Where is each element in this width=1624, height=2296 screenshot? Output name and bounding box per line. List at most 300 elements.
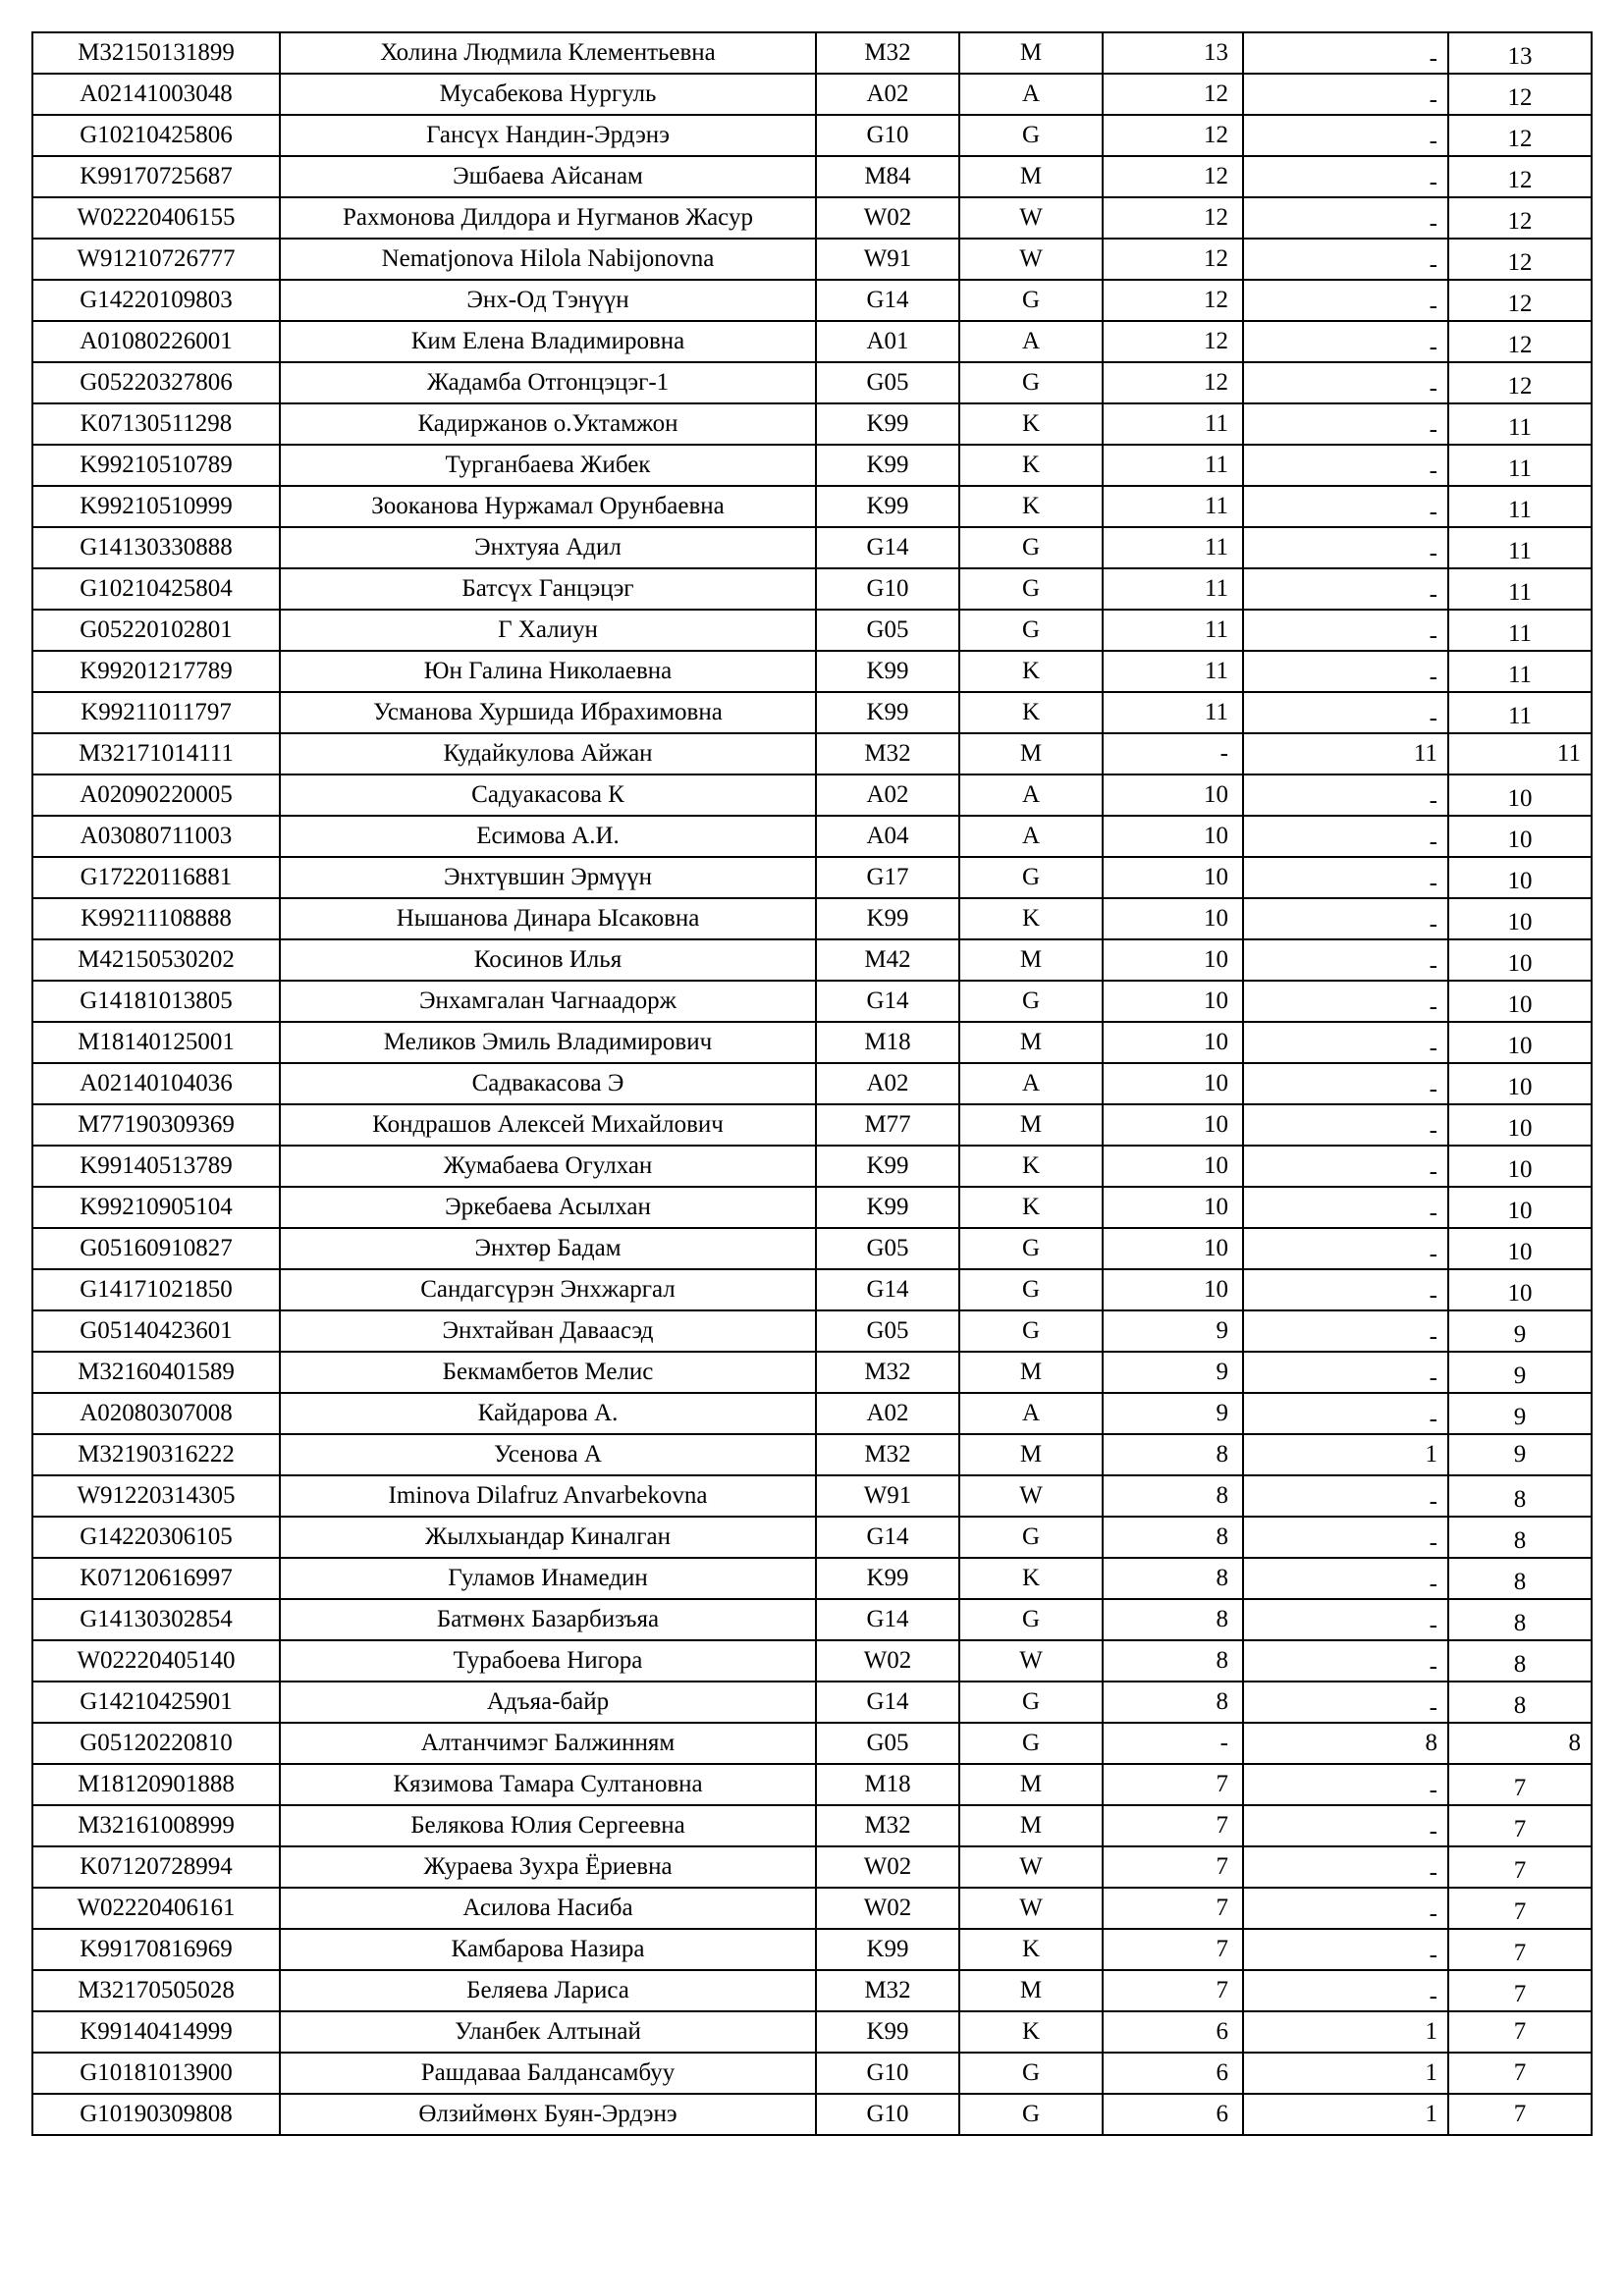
participant-name-cell: Юн Галина Николаевна [280,651,816,692]
team-code-cell: M18 [816,1764,959,1805]
total-score-cell: 11 [1448,651,1592,692]
score-round-2-cell: - [1243,1805,1448,1846]
score-round-1-cell: 10 [1103,1269,1243,1310]
score-round-1-cell: 13 [1103,32,1243,74]
team-code-cell: K99 [816,692,959,733]
score-round-2-cell: 11 [1243,733,1448,774]
participant-id-cell: W91220314305 [32,1475,280,1517]
participant-name-cell: Кайдарова А. [280,1393,816,1434]
group-letter-cell: M [959,1970,1103,2011]
score-round-1-cell: 10 [1103,1187,1243,1228]
participant-name-cell: Өлзиймөнх Буян-Эрдэнэ [280,2094,816,2135]
team-code-cell: G14 [816,1599,959,1640]
team-code-cell: M18 [816,1022,959,1063]
team-code-cell: W02 [816,197,959,239]
participant-name-cell: Меликов Эмиль Владимирович [280,1022,816,1063]
participant-id-cell: A03080711003 [32,816,280,857]
group-letter-cell: M [959,1104,1103,1146]
group-letter-cell: M [959,1022,1103,1063]
table-row [32,2094,1592,2135]
total-score-cell: 8 [1448,1682,1592,1723]
team-code-cell: W02 [816,1640,959,1682]
team-code-cell: M32 [816,1434,959,1475]
total-score-cell: 10 [1448,774,1592,816]
participant-id-cell: K99201217789 [32,651,280,692]
total-score-cell: 7 [1448,1888,1592,1929]
score-round-1-cell: 6 [1103,2011,1243,2053]
total-score-cell: 9 [1448,1352,1592,1393]
total-score-cell: 12 [1448,239,1592,280]
participant-name-cell: Сандагсүрэн Энхжаргал [280,1269,816,1310]
table-row [32,568,1592,610]
group-letter-cell: G [959,1723,1103,1764]
total-score-cell: 11 [1448,568,1592,610]
team-code-cell: M77 [816,1104,959,1146]
participant-id-cell: G14220306105 [32,1517,280,1558]
score-round-1-cell: 10 [1103,981,1243,1022]
score-round-2-cell: - [1243,1558,1448,1599]
score-round-1-cell: 7 [1103,1805,1243,1846]
participant-id-cell: A02140104036 [32,1063,280,1104]
team-code-cell: K99 [816,1146,959,1187]
score-round-1-cell: 12 [1103,197,1243,239]
group-letter-cell: G [959,981,1103,1022]
total-score-cell: 10 [1448,1022,1592,1063]
score-round-1-cell: 11 [1103,610,1243,651]
score-round-1-cell: 11 [1103,527,1243,568]
score-round-1-cell: 10 [1103,857,1243,898]
participant-id-cell: G14130330888 [32,527,280,568]
score-round-1-cell: 10 [1103,1063,1243,1104]
total-score-cell: 11 [1448,692,1592,733]
participant-name-cell: Турабоева Нигора [280,1640,816,1682]
score-round-2-cell: - [1243,651,1448,692]
score-round-1-cell: 8 [1103,1558,1243,1599]
team-code-cell: K99 [816,445,959,486]
team-code-cell: G14 [816,1269,959,1310]
participant-id-cell: A01080226001 [32,321,280,362]
score-round-2-cell: - [1243,1022,1448,1063]
participant-name-cell: Жылхыандар Киналган [280,1517,816,1558]
participant-name-cell: Жумабаева Огулхан [280,1146,816,1187]
group-letter-cell: K [959,1187,1103,1228]
total-score-cell: 11 [1448,445,1592,486]
score-round-2-cell: - [1243,1640,1448,1682]
group-letter-cell: K [959,486,1103,527]
total-score-cell: 7 [1448,1764,1592,1805]
score-round-2-cell: - [1243,939,1448,981]
score-round-2-cell: - [1243,568,1448,610]
table-row [32,321,1592,362]
participant-id-cell: G14171021850 [32,1269,280,1310]
team-code-cell: M42 [816,939,959,981]
participant-name-cell: Есимова А.И. [280,816,816,857]
participant-id-cell: G14220109803 [32,280,280,321]
group-letter-cell: M [959,1434,1103,1475]
score-round-1-cell: 10 [1103,939,1243,981]
score-round-2-cell: 1 [1243,2053,1448,2094]
participant-id-cell: K99170725687 [32,156,280,197]
participant-id-cell: M32150131899 [32,32,280,74]
total-score-cell: 12 [1448,156,1592,197]
table-row [32,362,1592,403]
score-round-1-cell: 11 [1103,445,1243,486]
participant-id-cell: G05120220810 [32,1723,280,1764]
group-letter-cell: K [959,898,1103,939]
table-row [32,1269,1592,1310]
participant-name-cell: Эшбаева Айсанам [280,156,816,197]
participant-id-cell: G10210425804 [32,568,280,610]
score-round-1-cell: 8 [1103,1434,1243,1475]
team-code-cell: G05 [816,362,959,403]
table-row [32,1104,1592,1146]
participant-id-cell: M32190316222 [32,1434,280,1475]
score-round-1-cell: 7 [1103,1846,1243,1888]
total-score-cell: 10 [1448,939,1592,981]
table-row [32,692,1592,733]
participant-id-cell: M18120901888 [32,1764,280,1805]
participant-name-cell: Батсүх Ганцэцэг [280,568,816,610]
participant-name-cell: Бекмамбетов Мелис [280,1352,816,1393]
participant-name-cell: Ким Елена Владимировна [280,321,816,362]
table-row [32,1352,1592,1393]
table-row [32,32,1592,74]
table-row [32,2053,1592,2094]
team-code-cell: A02 [816,774,959,816]
table-row [32,1393,1592,1434]
table-row [32,1970,1592,2011]
table-row [32,1640,1592,1682]
table-row [32,816,1592,857]
group-letter-cell: W [959,1640,1103,1682]
team-code-cell: A02 [816,1063,959,1104]
participant-name-cell: Iminova Dilafruz Anvarbekovna [280,1475,816,1517]
group-letter-cell: G [959,527,1103,568]
score-round-1-cell: 8 [1103,1682,1243,1723]
participant-name-cell: Кязимова Тамара Султановна [280,1764,816,1805]
table-row [32,1599,1592,1640]
group-letter-cell: G [959,1310,1103,1352]
participant-name-cell: Садуакасова К [280,774,816,816]
score-round-2-cell: - [1243,816,1448,857]
participant-name-cell: Г Халиун [280,610,816,651]
score-round-2-cell: 1 [1243,1434,1448,1475]
participant-name-cell: Нышанова Динара Ысаковна [280,898,816,939]
score-round-1-cell: 7 [1103,1929,1243,1970]
participant-id-cell: W91210726777 [32,239,280,280]
participant-id-cell: W02220406161 [32,1888,280,1929]
group-letter-cell: K [959,1558,1103,1599]
score-round-1-cell: 10 [1103,816,1243,857]
participant-id-cell: G05220102801 [32,610,280,651]
total-score-cell: 10 [1448,1063,1592,1104]
participant-id-cell: G14210425901 [32,1682,280,1723]
score-round-2-cell: - [1243,321,1448,362]
participant-name-cell: Адъяа-байр [280,1682,816,1723]
score-round-2-cell: - [1243,1063,1448,1104]
participant-id-cell: M32170505028 [32,1970,280,2011]
table-row [32,1558,1592,1599]
participant-id-cell: K99210905104 [32,1187,280,1228]
score-round-2-cell: - [1243,445,1448,486]
participant-id-cell: M77190309369 [32,1104,280,1146]
group-letter-cell: A [959,1063,1103,1104]
team-code-cell: G14 [816,1682,959,1723]
participant-name-cell: Кадиржанов о.Уктамжон [280,403,816,445]
team-code-cell: G14 [816,527,959,568]
participant-id-cell: K99210510999 [32,486,280,527]
score-round-1-cell: 11 [1103,651,1243,692]
score-round-1-cell: 11 [1103,568,1243,610]
team-code-cell: A01 [816,321,959,362]
total-score-cell: 7 [1448,2011,1592,2053]
team-code-cell: W02 [816,1888,959,1929]
team-code-cell: K99 [816,1929,959,1970]
table-row [32,1682,1592,1723]
table-row [32,1764,1592,1805]
score-round-1-cell: 12 [1103,74,1243,115]
group-letter-cell: M [959,156,1103,197]
group-letter-cell: W [959,1846,1103,1888]
participant-id-cell: G14130302854 [32,1599,280,1640]
participant-id-cell: A02090220005 [32,774,280,816]
total-score-cell: 10 [1448,1187,1592,1228]
participant-name-cell: Nematjonova Hilola Nabijonovna [280,239,816,280]
score-round-2-cell: - [1243,898,1448,939]
table-row [32,239,1592,280]
score-round-2-cell: - [1243,1970,1448,2011]
score-round-1-cell: 8 [1103,1640,1243,1682]
score-round-1-cell: 7 [1103,1970,1243,2011]
team-code-cell: G14 [816,1517,959,1558]
participant-name-cell: Эркебаева Асылхан [280,1187,816,1228]
team-code-cell: W02 [816,1846,959,1888]
score-round-1-cell: 10 [1103,774,1243,816]
total-score-cell: 12 [1448,197,1592,239]
score-round-2-cell: - [1243,32,1448,74]
score-round-2-cell: - [1243,1846,1448,1888]
total-score-cell: 10 [1448,1104,1592,1146]
participant-id-cell: K99210510789 [32,445,280,486]
table-row [32,156,1592,197]
table-row [32,981,1592,1022]
team-code-cell: M32 [816,32,959,74]
team-code-cell: G10 [816,2094,959,2135]
table-row [32,1723,1592,1764]
group-letter-cell: G [959,2094,1103,2135]
score-round-2-cell: - [1243,1228,1448,1269]
participant-id-cell: M32171014111 [32,733,280,774]
total-score-cell: 11 [1448,733,1592,774]
total-score-cell: 8 [1448,1723,1592,1764]
score-round-1-cell: 12 [1103,115,1243,156]
results-table [31,31,1593,2136]
table-row [32,280,1592,321]
group-letter-cell: K [959,1146,1103,1187]
team-code-cell: G10 [816,115,959,156]
group-letter-cell: K [959,1929,1103,1970]
group-letter-cell: G [959,1517,1103,1558]
total-score-cell: 7 [1448,2094,1592,2135]
team-code-cell: M32 [816,1352,959,1393]
score-round-1-cell: 11 [1103,486,1243,527]
total-score-cell: 11 [1448,403,1592,445]
team-code-cell: M32 [816,733,959,774]
participant-id-cell: W02220405140 [32,1640,280,1682]
participant-name-cell: Алтанчимэг Балжинням [280,1723,816,1764]
score-round-2-cell: - [1243,197,1448,239]
team-code-cell: G05 [816,1310,959,1352]
total-score-cell: 12 [1448,74,1592,115]
team-code-cell: G10 [816,2053,959,2094]
participant-name-cell: Гансүх Нандин-Эрдэнэ [280,115,816,156]
participant-id-cell: G10190309808 [32,2094,280,2135]
participant-id-cell: A02080307008 [32,1393,280,1434]
score-round-2-cell: - [1243,1599,1448,1640]
participant-name-cell: Усенова А [280,1434,816,1475]
team-code-cell: G14 [816,981,959,1022]
total-score-cell: 10 [1448,1269,1592,1310]
score-round-1-cell: 12 [1103,239,1243,280]
team-code-cell: G10 [816,568,959,610]
group-letter-cell: W [959,239,1103,280]
team-code-cell: M32 [816,1805,959,1846]
total-score-cell: 7 [1448,1929,1592,1970]
team-code-cell: A02 [816,1393,959,1434]
team-code-cell: M84 [816,156,959,197]
participant-name-cell: Энх-Од Тэнүүн [280,280,816,321]
score-round-1-cell: 9 [1103,1310,1243,1352]
team-code-cell: G14 [816,280,959,321]
total-score-cell: 12 [1448,321,1592,362]
group-letter-cell: G [959,1228,1103,1269]
score-round-1-cell: 9 [1103,1352,1243,1393]
score-round-1-cell: 9 [1103,1393,1243,1434]
score-round-2-cell: - [1243,610,1448,651]
group-letter-cell: K [959,2011,1103,2053]
group-letter-cell: W [959,1475,1103,1517]
participant-id-cell: K07120616997 [32,1558,280,1599]
group-letter-cell: G [959,610,1103,651]
score-round-1-cell: 12 [1103,321,1243,362]
participant-name-cell: Кудайкулова Айжан [280,733,816,774]
participant-name-cell: Мусабекова Нургуль [280,74,816,115]
score-round-2-cell: - [1243,362,1448,403]
table-row [32,403,1592,445]
score-round-2-cell: - [1243,1187,1448,1228]
group-letter-cell: M [959,733,1103,774]
total-score-cell: 7 [1448,1970,1592,2011]
participant-id-cell: G05140423601 [32,1310,280,1352]
score-round-2-cell: - [1243,692,1448,733]
group-letter-cell: M [959,939,1103,981]
total-score-cell: 7 [1448,1846,1592,1888]
participant-id-cell: K07120728994 [32,1846,280,1888]
participant-name-cell: Камбарова Назира [280,1929,816,1970]
participant-id-cell: G10181013900 [32,2053,280,2094]
participant-name-cell: Гуламов Инамедин [280,1558,816,1599]
total-score-cell: 10 [1448,857,1592,898]
total-score-cell: 8 [1448,1640,1592,1682]
team-code-cell: K99 [816,898,959,939]
table-row [32,733,1592,774]
group-letter-cell: K [959,445,1103,486]
total-score-cell: 12 [1448,115,1592,156]
score-round-1-cell: 10 [1103,898,1243,939]
participant-name-cell: Белякова Юлия Сергеевна [280,1805,816,1846]
group-letter-cell: A [959,74,1103,115]
group-letter-cell: G [959,1269,1103,1310]
team-code-cell: G05 [816,1228,959,1269]
table-row [32,1434,1592,1475]
participant-name-cell: Энхамгалан Чагнаадорж [280,981,816,1022]
total-score-cell: 12 [1448,362,1592,403]
team-code-cell: G05 [816,1723,959,1764]
table-row [32,1929,1592,1970]
total-score-cell: 9 [1448,1393,1592,1434]
score-round-2-cell: 1 [1243,2011,1448,2053]
team-code-cell: M32 [816,1970,959,2011]
participant-id-cell: M32161008999 [32,1805,280,1846]
score-round-2-cell: - [1243,1682,1448,1723]
participant-name-cell: Усманова Хуршида Ибрахимовна [280,692,816,733]
participant-id-cell: K99140414999 [32,2011,280,2053]
score-round-2-cell: - [1243,486,1448,527]
table-row [32,486,1592,527]
score-round-2-cell: - [1243,239,1448,280]
table-row [32,1475,1592,1517]
participant-name-cell: Беляева Лариса [280,1970,816,2011]
group-letter-cell: K [959,651,1103,692]
group-letter-cell: G [959,362,1103,403]
score-round-2-cell: - [1243,403,1448,445]
total-score-cell: 8 [1448,1558,1592,1599]
participant-id-cell: M32160401589 [32,1352,280,1393]
group-letter-cell: A [959,1393,1103,1434]
participant-id-cell: M18140125001 [32,1022,280,1063]
team-code-cell: K99 [816,1558,959,1599]
group-letter-cell: G [959,568,1103,610]
participant-id-cell: M42150530202 [32,939,280,981]
participant-id-cell: W02220406155 [32,197,280,239]
team-code-cell: W91 [816,1475,959,1517]
table-row [32,197,1592,239]
team-code-cell: K99 [816,486,959,527]
participant-name-cell: Турганбаева Жибек [280,445,816,486]
score-round-1-cell: 12 [1103,280,1243,321]
group-letter-cell: K [959,403,1103,445]
participant-id-cell: K99170816969 [32,1929,280,1970]
group-letter-cell: A [959,816,1103,857]
participant-name-cell: Батмөнх Базарбизъяа [280,1599,816,1640]
score-round-2-cell: - [1243,1310,1448,1352]
participant-id-cell: G05160910827 [32,1228,280,1269]
score-round-2-cell: - [1243,1475,1448,1517]
participant-name-cell: Жураева Зухра Ёриевна [280,1846,816,1888]
score-round-1-cell: 11 [1103,403,1243,445]
score-round-2-cell: - [1243,1888,1448,1929]
results-table-body [32,32,1592,2135]
total-score-cell: 8 [1448,1599,1592,1640]
group-letter-cell: A [959,321,1103,362]
table-row [32,1022,1592,1063]
score-round-2-cell: - [1243,1104,1448,1146]
table-row [32,939,1592,981]
score-round-1-cell: 7 [1103,1764,1243,1805]
participant-id-cell: G05220327806 [32,362,280,403]
total-score-cell: 12 [1448,280,1592,321]
score-round-1-cell: 7 [1103,1888,1243,1929]
